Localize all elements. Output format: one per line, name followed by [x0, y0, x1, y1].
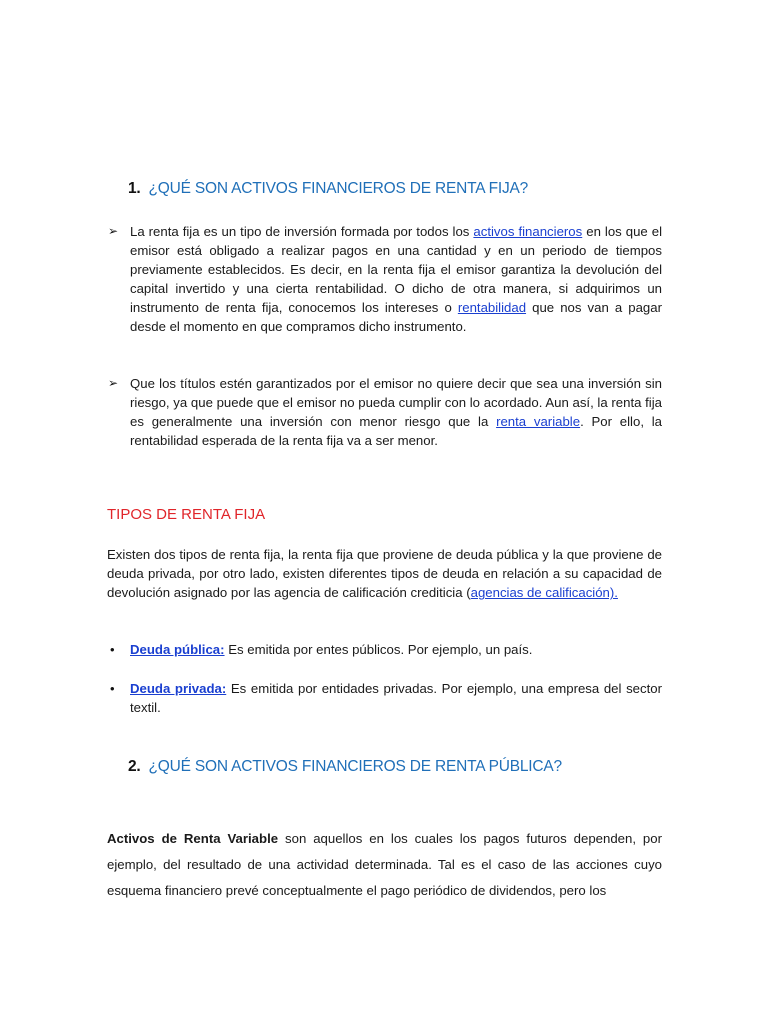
section-1-heading — [128, 180, 528, 198]
link-rentabilidad[interactable]: rentabilidad — [457, 300, 527, 315]
list-item-deuda-publica — [110, 640, 662, 659]
tipos-intro-paragraph — [107, 545, 662, 603]
link-agencias-calificacion[interactable]: agencias de calificación). — [470, 585, 618, 601]
bullet-2-text-start: Que los títulos estén garantizados por el emisor no quiere decir que sea una inversión sin riesgo, ya que puede que el emisor no pueda cumplir con lo acordado. Aun así, la renta fija es generalmente una inversión con menor riesgo que la — [130, 376, 662, 429]
renta-variable-term: Activos de Renta Variable — [107, 831, 279, 846]
link-activos-financieros[interactable]: activos financieros — [473, 224, 583, 239]
link-deuda-privada[interactable]: Deuda privada: — [130, 681, 227, 696]
list-item-deuda-privada — [110, 679, 662, 717]
bullet-1-text-start: La renta fija es un tipo de inversión formada por todos los — [130, 224, 474, 239]
section-2-title: ¿QUÉ SON ACTIVOS FINANCIEROS DE RENTA PÚBLICA? — [148, 758, 562, 775]
arrow-bullet-icon: ➢ — [108, 376, 119, 390]
section-2-number: 2. — [128, 758, 141, 775]
section-1-number: 1. — [128, 180, 141, 197]
section-1-title: ¿QUÉ SON ACTIVOS FINANCIEROS DE RENTA FIJA? — [148, 180, 529, 197]
deuda-privada-text: Es emitida por entidades privadas. Por ejemplo, una empresa del sector textil. — [130, 681, 662, 715]
deuda-publica-text: Es emitida por entes públicos. Por ejemplo, un país. — [224, 642, 533, 657]
arrow-bullet-icon: ➢ — [108, 224, 119, 238]
bullet-titulos-garantizados — [108, 374, 663, 450]
dot-bullet-icon: • — [110, 642, 115, 657]
bullet-renta-fija-definition — [108, 222, 663, 336]
link-deuda-publica[interactable]: Deuda pública: — [130, 642, 225, 657]
link-renta-variable[interactable]: renta variable — [496, 414, 581, 429]
bullet-1-text-middle: en los que el emisor está obligado a realizar pagos en una cantidad y en un periodo de tiempos previamente establecidos. Es decir, en la renta fija el emisor garantiza la devolución del capital invertido y una cierta rentabilidad. O dicho de otra manera, si adquirimos un instrumento de renta fija, conocemos los intereses o — [130, 224, 663, 315]
bullet-1-text-end: que nos van a pagar desde el momento en que compramos dicho instrumento. — [130, 300, 662, 334]
dot-bullet-icon: • — [110, 681, 115, 696]
tipos-intro-text: Existen dos tipos de renta fija, la renta fija que proviene de deuda pública y la que proviene de deuda privada, por otro lado, existen diferentes tipos de deuda en relación a su capacidad de devolución asignado por las agencia de calificación crediticia ( — [107, 547, 662, 601]
renta-variable-paragraph — [107, 826, 662, 904]
renta-variable-text: son aquellos en los cuales los pagos futuros dependen, por ejemplo, del resultado de una actividad determinada. Tal es el caso de las acciones cuyo esquema financiero prevé conceptualmente el pago periódico de dividendos, pero los — [107, 831, 662, 898]
bullet-2-text-end: . Por ello, la rentabilidad esperada de la renta fija va a ser menor. — [130, 414, 663, 448]
section-2-heading — [128, 758, 562, 776]
tipos-renta-fija-title: TIPOS DE RENTA FIJA — [107, 506, 266, 523]
